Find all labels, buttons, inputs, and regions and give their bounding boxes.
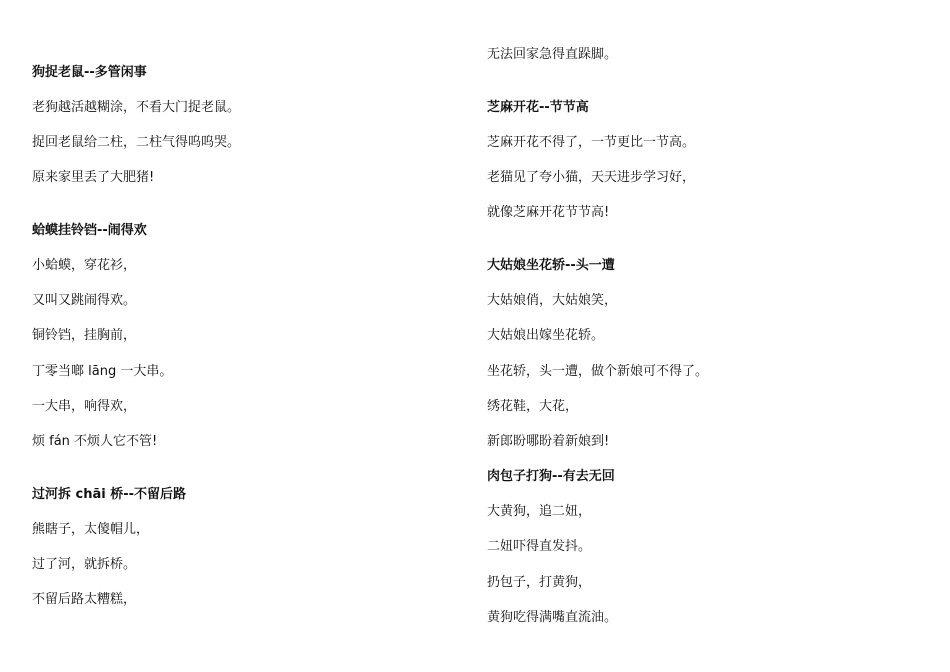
rhyme-line: 原来家里丢了大肥猪!: [32, 170, 155, 185]
rhyme-line: 熊瞎子，太傻帽儿，: [32, 522, 150, 537]
rhyme-line: 扔包子，打黄狗，: [487, 575, 592, 590]
rhyme-line: 又叫又跳闹得欢。: [32, 293, 137, 308]
rhyme-line: 老猫见了夸小猫，天天进步学习好，: [487, 170, 696, 185]
rhyme-title: 肉包子打狗--有去无回: [487, 469, 615, 484]
rhyme-line: 不留后路太糟糕，: [32, 592, 137, 607]
rhyme-title: 芝麻开花--节节高: [487, 100, 589, 115]
rhyme-line: 大姑娘俏，大姑娘笑，: [487, 293, 618, 308]
rhyme-title: 狗捉老鼠--多管闲事: [32, 65, 147, 80]
rhyme-line: 过了河，就拆桥。: [32, 557, 137, 572]
rhyme-line: 烦 fán 不烦人它不管!: [32, 434, 158, 449]
rhyme-title: 蛤蟆挂铃铛--闹得欢: [32, 223, 147, 238]
rhyme-line: 小蛤蟆，穿花衫，: [32, 258, 137, 273]
rhyme-title: 过河拆 chāi 桥--不留后路: [32, 487, 187, 502]
rhyme-line: 一大串，响得欢，: [32, 399, 137, 414]
rhyme-line: 大姑娘出嫁坐花轿。: [487, 328, 605, 343]
rhyme-line: 绣花鞋，大花，: [487, 399, 579, 414]
rhyme-line: 丁零当啷 lāng 一大串。: [32, 364, 173, 379]
rhyme-title: 大姑娘坐花轿--头一遭: [487, 258, 615, 273]
rhyme-line: 大黄狗，追二妞，: [487, 504, 592, 519]
rhyme-line: 芝麻开花不得了，一节更比一节高。: [487, 135, 696, 150]
rhyme-line: 黄狗吃得满嘴直流油。: [487, 610, 618, 625]
rhyme-line: 老狗越活越糊涂，不看大门捉老鼠。: [32, 100, 241, 115]
rhyme-line: 新郎盼哪盼着新娘到!: [487, 434, 610, 449]
rhyme-line: 无法回家急得直跺脚。: [487, 47, 618, 62]
rhyme-line: 二妞吓得直发抖。: [487, 539, 592, 554]
rhyme-line: 坐花轿，头一遭，做个新娘可不得了。: [487, 364, 709, 379]
rhyme-line: 就像芝麻开花节节高!: [487, 205, 610, 220]
rhyme-line: 铜铃铛，挂胸前，: [32, 328, 137, 343]
rhyme-line: 捉回老鼠给二柱，二柱气得呜呜哭。: [32, 135, 241, 150]
